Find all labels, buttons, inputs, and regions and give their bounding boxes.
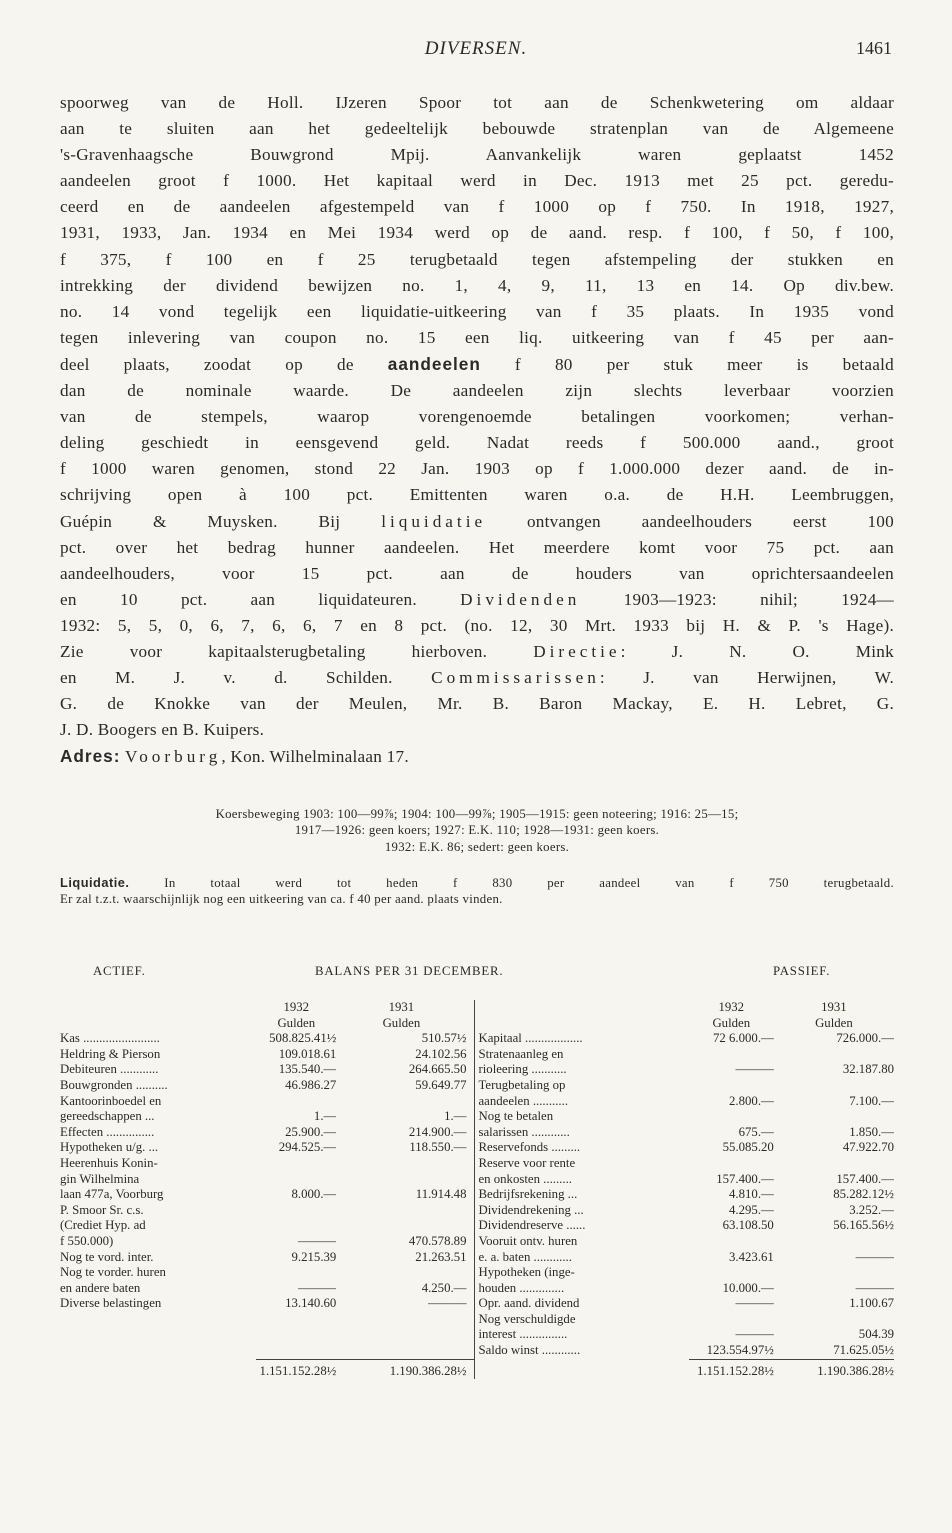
passief-label-cell: Opr. aand. dividend [478,1296,580,1311]
actief-label-cell: Effecten ............... [60,1124,155,1139]
liquidation-label: Liquidatie. [60,875,130,890]
actief-1931-cell: 1.— [336,1109,475,1125]
totals-spacer [475,1359,689,1379]
passief-1932-cell [689,1156,774,1172]
passief-1932-cell: 157.400.— [716,1171,774,1186]
body-text-segment: van de stempels, waarop vorengenoemde betalingen voorkomen; verhan- [60,407,894,427]
total-value: 1.190.386.28½ [336,1359,475,1379]
body-line [60,430,894,456]
body-line [60,509,894,535]
balance-row [60,1203,894,1219]
actief-label-cell [60,1327,256,1343]
passief-1931-cell [774,1265,894,1281]
liquidation-text-1: In totaal werd tot heden f 830 per aandeel van f 750 terugbetaald. [129,876,894,890]
passief-1932-cell [689,1234,774,1250]
passief-label-cell: Kapitaal .................. [478,1031,583,1046]
body-line [60,404,894,430]
body-line [60,456,894,482]
actief-1931-cell: 21.263.51 [336,1250,475,1266]
body-text-segment: tegen inlevering van coupon no. 15 een liq. uitkeering van f 45 per aan- [60,327,894,347]
balance-row [60,1343,894,1359]
actief-label-cell [60,1312,256,1328]
passief-1932-cell [689,1312,774,1328]
price-history [60,806,894,855]
balance-row [60,1125,894,1141]
spaced-heading: Dividenden [460,589,581,609]
body-text-segment: aan te sluiten aan het gedeeltelijk bebouwde stratenplan van de Algemeene [60,119,894,139]
passief-1931-cell: ——— [855,1249,894,1264]
passief-label-cell: Reserve voor rente [478,1155,576,1170]
actief-1932-cell: ——— [297,1280,337,1295]
body-text-segment: G. de Knokke van der Meulen, Mr. B. Baron Mackay, E. H. Lebret, G. [60,694,894,714]
year-1932-passief: 1932 [718,1000,745,1014]
passief-1931-cell [774,1156,894,1172]
price-history-line: 1917—1926: geen koers; 1927: E.K. 110; 1928—1931: geen koers. [294,823,660,838]
balance-row [60,1250,894,1266]
passief-label-cell: Nog verschuldigde [478,1311,576,1326]
passief-label-cell: Saldo winst ............ [478,1343,581,1358]
passief-label-cell: e. a. baten ............ [478,1249,572,1264]
body-line [60,665,894,691]
passief-1931-cell: 71.625.05½ [833,1343,894,1358]
body-line [60,561,894,587]
passief-1932-cell [689,1109,774,1125]
unit-passief-2: Gulden [815,1015,853,1030]
body-line [60,535,894,561]
actief-1932-cell [256,1343,336,1359]
passief-1931-cell: 3.252.— [849,1202,894,1217]
actief-1931-cell [336,1218,475,1234]
bold-term: aandeelen [387,353,481,374]
actief-1931-cell: 510.57½ [336,1031,475,1047]
body-text-segment: : J. van Herwijnen, W. [599,668,895,688]
balance-row [60,1047,894,1063]
total-value: 1.190.386.28½ [774,1359,894,1379]
passief-1931-cell: 7.100.— [849,1093,894,1108]
actief-label-cell: Debiteuren ............ [60,1062,159,1077]
body-text-segment: J. D. Boogers en B. Kuipers. [60,720,265,740]
passief-1932-cell: 55.085.20 [722,1140,774,1155]
passief-1931-cell: 47.922.70 [842,1140,894,1155]
actief-1931-cell [336,1343,475,1359]
passief-1932-cell: 3.423.61 [729,1249,774,1264]
body-line [60,691,894,717]
spaced-heading: Directie [533,641,621,661]
balance-row [60,1062,894,1078]
body-text-segment: f 375, f 100 en f 25 terugbetaald tegen afstempeling der stukken en [60,249,894,269]
passief-label-cell: aandeelen ........... [478,1093,569,1108]
spaced-heading: Commissarissen [431,668,600,688]
actief-label-cell: Nog te vord. inter. [60,1249,154,1264]
passief-1931-cell [774,1078,894,1094]
actief-label-cell: P. Smoor Sr. c.s. [60,1202,144,1217]
actief-label-cell: Hypotheken u/g. ... [60,1140,159,1155]
balance-row [60,1031,894,1047]
body-line [60,194,894,220]
passief-1932-cell [689,1265,774,1281]
actief-label-cell: gereedschappen ... [60,1109,155,1124]
actief-label-cell: Kantoorinboedel en [60,1093,162,1108]
liquidation-note [60,875,894,908]
actief-1932-cell: 508.825.41½ [269,1031,337,1046]
actief-label-cell: Heldring & Pierson [60,1046,161,1061]
actief-label-cell: gin Wilhelmina [60,1171,140,1186]
spaced-heading: liquidatie [381,511,487,531]
passief-1932-cell: 10.000.— [722,1280,774,1295]
actief-1931-cell: ——— [336,1296,475,1312]
passief-1931-cell [774,1047,894,1063]
actief-label: ACTIEF. [93,964,146,978]
passief-label-cell: Vooruit ontv. huren [478,1233,578,1248]
body-text-segment: , Kon. Wilhelminalaan 17. [221,747,409,767]
year-1931-passief: 1931 [821,1000,847,1014]
actief-1931-cell: 24.102.56 [336,1047,475,1063]
passief-1931-cell: 85.282.12½ [833,1187,894,1202]
body-text-segment: pct. over het bedrag hunner aandeelen. Het meerdere komt voor 75 pct. aan [60,537,894,557]
body-text-segment: no. 14 vond tegelijk een liquidatie-uitkeering van f 35 plaats. In 1935 vond [60,301,894,321]
actief-label-cell: Kas ........................ [60,1031,160,1046]
actief-label-cell: Heerenhuis Konin- [60,1155,158,1170]
actief-1932-cell [256,1327,336,1343]
body-text-segment: aandeelhouders, voor 15 pct. aan de houders van oprichtersaandeelen [60,563,894,583]
passief-1932-cell: 2.800.— [729,1093,774,1108]
body-text-segment: en M. J. v. d. Schilden. [60,668,432,688]
year-row [60,1000,894,1016]
passief-label-cell: houden .............. [478,1280,565,1295]
passief-1932-cell [689,1047,774,1063]
body-line [60,325,894,351]
balance-row [60,1281,894,1297]
actief-1932-cell [256,1172,336,1188]
actief-1932-cell: 13.140.60 [285,1296,337,1311]
body-line [60,378,894,404]
balance-title: BALANS PER 31 DECEMBER. [315,964,504,978]
passief-1932-cell: 4.810.— [729,1187,774,1202]
actief-1931-cell: 214.900.— [336,1125,475,1141]
actief-1931-cell [336,1156,475,1172]
actief-1932-cell: 1.— [313,1109,337,1124]
passief-1932-cell: 4.295.— [729,1202,774,1217]
actief-1932-cell: ——— [297,1233,337,1248]
actief-label-cell: Diverse belastingen [60,1296,162,1311]
passief-label-cell: Terugbetaling op [478,1077,566,1092]
passief-label-cell: en onkosten ......... [478,1171,572,1186]
bold-term: Adres: [60,746,121,767]
passief-1931-cell: 1.850.— [849,1124,894,1139]
body-text-segment: en 10 pct. aan liquidateuren. [60,589,461,609]
passief-1931-cell: ——— [855,1280,894,1295]
body-text-segment: intrekking der dividend bewijzen no. 1, 4, 9, 11, 13 en 14. Op div.bew. [60,275,894,295]
actief-1931-cell: 264.665.50 [336,1062,475,1078]
balance-row [60,1327,894,1343]
actief-label-cell: (Crediet Hyp. ad [60,1218,146,1233]
actief-1931-cell [336,1203,475,1219]
body-text-segment: Guépin & Muysken. Bij [60,511,382,531]
actief-1931-cell [336,1172,475,1188]
actief-label-cell: f 550.000) [60,1233,114,1248]
body-line [60,142,894,168]
balance-row [60,1234,894,1250]
liquidation-text-2: Er zal t.z.t. waarschijnlijk nog een uitkeering van ca. f 40 per aand. plaats vinden. [60,892,503,907]
passief-label-cell: Reservefonds ......... [478,1140,581,1155]
running-header-title: DIVERSEN. [424,38,528,59]
totals-row [60,1359,894,1379]
passief-1932-cell [689,1078,774,1094]
passief-1932-cell: ——— [735,1327,774,1342]
passief-label-cell: Hypotheken (inge- [478,1265,575,1280]
balance-header [60,964,894,980]
passief-label-cell: Dividendrekening ... [478,1202,584,1217]
year-1931-actief: 1931 [336,1000,475,1016]
actief-label-cell: laan 477a, Voorburg [60,1187,164,1202]
body-text-segment: deel plaats, zoodat op de [60,354,388,374]
actief-1931-cell: 118.550.— [336,1140,475,1156]
passief-label-cell: Bedrijfsrekening ... [478,1187,578,1202]
body-line [60,587,894,613]
body-text-segment: ontvangen aandeelhouders eerst 100 [486,511,894,531]
passief-1931-cell [774,1234,894,1250]
balance-table [60,1000,894,1379]
body-line [60,273,894,299]
passief-label-cell: salarissen ............ [478,1124,570,1139]
price-history-line: Koersbeweging 1903: 100—99⅞; 1904: 100—99⅞; 1905—1915: geen noteering; 1916: 25—15; [215,807,739,821]
passief-1932-cell: 123.554.97½ [706,1343,774,1358]
body-line [60,220,894,246]
totals-spacer [60,1359,256,1379]
body-text-segment: 1931, 1933, Jan. 1934 en Mei 1934 werd op de aand. resp. f 100, f 50, f 100, [60,223,894,243]
body-text-segment: Zie voor kapitaalsterugbetaling hierboven. [60,641,534,661]
body-text-segment: deling geschiedt in eensgevend geld. Nadat reeds f 500.000 aand., groot [60,433,894,453]
unit-row [60,1016,894,1032]
body-line [60,247,894,273]
passief-1931-cell: 726.000.— [836,1031,894,1046]
body-text-segment: f 80 per stuk meer is betaald [480,354,894,374]
actief-1932-cell: 25.900.— [285,1124,337,1139]
body-line [60,351,894,378]
passief-1932-cell: 675.— [738,1124,774,1139]
passief-1932-cell: 63.108.50 [722,1218,774,1233]
body-line [60,613,894,639]
body-text-segment: schrijving open à 100 pct. Emittenten waren o.a. de H.H. Leembruggen, [60,485,894,505]
body-line [60,299,894,325]
passief-label-cell: Dividendreserve ...... [478,1218,586,1233]
body-line [60,639,894,665]
balance-row [60,1312,894,1328]
actief-1932-cell [256,1094,336,1110]
actief-label-cell: en andere baten [60,1280,141,1295]
balance-row [60,1094,894,1110]
actief-label-cell: Bouwgronden .......... [60,1077,168,1092]
balance-row [60,1140,894,1156]
passief-label-cell: rioleering ........... [478,1062,567,1077]
passief-1931-cell: 1.100.67 [849,1296,894,1311]
actief-1932-cell: 109.018.61 [278,1046,337,1061]
actief-1932-cell: 294.525.— [278,1140,337,1155]
passief-1931-cell: 504.39 [858,1327,894,1342]
spaced-heading: Voorburg [125,747,222,767]
passief-1932-cell: ——— [735,1062,774,1077]
body-text-segment: f 1000 waren genomen, stond 22 Jan. 1903 op f 1.000.000 dezer aand. de in- [60,459,894,479]
passief-1931-cell [774,1312,894,1328]
passief-label-cell: Nog te betalen [478,1109,554,1124]
actief-1931-cell [336,1265,475,1281]
actief-1931-cell [336,1327,475,1343]
passief-1931-cell: 32.187.80 [842,1062,894,1077]
company-description [60,90,894,770]
body-line [60,116,894,142]
body-line [60,168,894,194]
actief-1932-cell: 135.540.— [278,1062,337,1077]
body-text-segment: spoorweg van de Holl. IJzeren Spoor tot aan de Schenkwetering om aldaar [60,93,894,112]
unit-actief-2: Gulden [336,1016,475,1032]
actief-1932-cell [256,1312,336,1328]
actief-1932-cell: 46.986.27 [285,1077,337,1092]
balance-row [60,1156,894,1172]
actief-1932-cell: 8.000.— [291,1187,337,1202]
body-text-segment: ceerd en de aandeelen afgestempeld van f 1000 op f 750. In 1918, 1927, [60,197,894,217]
unit-passief-1: Gulden [712,1015,751,1030]
balance-row [60,1078,894,1094]
body-line [60,482,894,508]
actief-1931-cell: 11.914.48 [336,1187,475,1203]
price-history-line: 1932: E.K. 86; sedert: geen koers. [384,839,570,854]
actief-label-cell [60,1343,256,1359]
actief-1931-cell [336,1094,475,1110]
balance-row [60,1109,894,1125]
balance-row [60,1218,894,1234]
actief-1931-cell: 4.250.— [336,1281,475,1297]
body-line [60,743,894,770]
total-value: 1.151.152.28½ [689,1359,774,1379]
body-text-segment: dan de nominale waarde. De aandeelen zijn slechts leverbaar voorzien [60,381,894,401]
actief-1932-cell: 9.215.39 [291,1249,337,1264]
balance-row [60,1265,894,1281]
year-1932-actief: 1932 [283,1000,310,1014]
actief-1931-cell [336,1312,475,1328]
passief-1931-cell: 56.165.56½ [833,1218,894,1233]
actief-1931-cell: 59.649.77 [336,1078,475,1094]
actief-1932-cell [256,1265,336,1281]
passief-1931-cell: 157.400.— [836,1171,894,1186]
body-text-segment: 1903—1923: nihil; 1924— [580,589,894,609]
passief-1931-cell [774,1109,894,1125]
actief-1932-cell [256,1203,336,1219]
passief-1932-cell: ——— [735,1296,774,1311]
balance-sheet [60,1000,894,1379]
actief-1932-cell [256,1156,336,1172]
balance-row [60,1296,894,1312]
body-line [60,717,894,743]
passief-1932-cell: 72 6.000.— [713,1031,774,1046]
actief-1931-cell: 470.578.89 [336,1234,475,1250]
body-text-segment: 1932: 5, 5, 0, 6, 7, 6, 6, 7 en 8 pct. (no. 12, 30 Mrt. 1933 bij H. & P. 's Hage). [60,615,894,635]
balance-row [60,1172,894,1188]
passief-label: PASSIEF. [773,964,831,978]
balance-row [60,1187,894,1203]
actief-1932-cell [256,1218,336,1234]
body-text-segment: 's-Gravenhaagsche Bouwgrond Mpij. Aanvankelijk waren geplaatst 1452 [60,145,894,165]
page-number: 1461 [856,38,892,58]
passief-label-cell: interest ............... [478,1327,568,1342]
total-value: 1.151.152.28½ [256,1359,336,1379]
passief-label-cell: Stratenaanleg en [478,1046,564,1061]
body-text-segment: aandeelen groot f 1000. Het kapitaal werd in Dec. 1913 met 25 pct. geredu- [60,171,894,191]
unit-actief-1: Gulden [277,1015,316,1030]
actief-label-cell: Nog te vorder. huren [60,1265,166,1280]
body-text-segment: : J. N. O. Mink [620,641,894,661]
body-line [60,90,894,116]
